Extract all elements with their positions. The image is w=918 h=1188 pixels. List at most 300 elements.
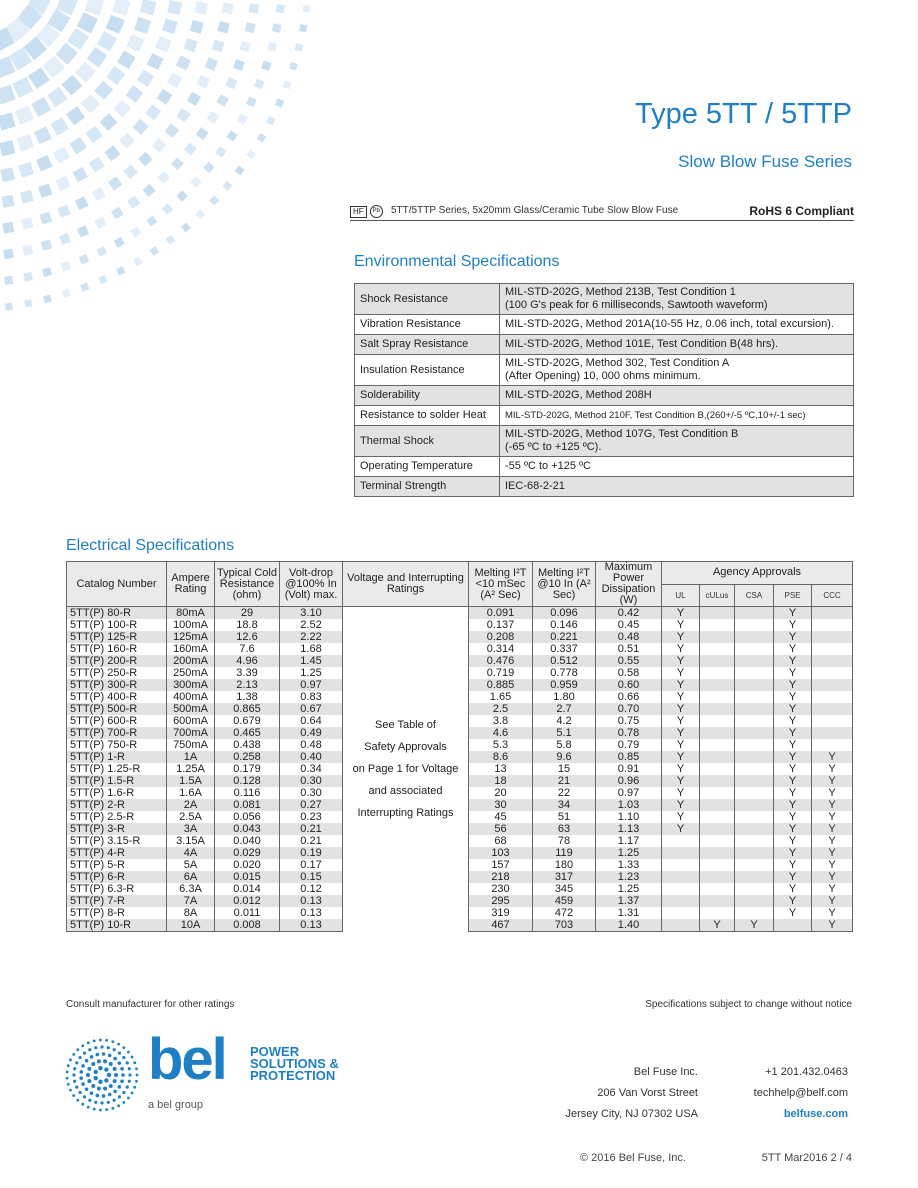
pattern-tile bbox=[133, 119, 149, 135]
pattern-tile bbox=[176, 55, 191, 70]
table-cell: 1.37 bbox=[596, 895, 662, 907]
logo-dot bbox=[113, 1079, 117, 1083]
table-cell bbox=[735, 751, 774, 763]
logo-dot bbox=[91, 1084, 95, 1088]
logo-dot bbox=[98, 1080, 102, 1084]
pattern-tile bbox=[289, 62, 298, 71]
table-cell: 0.778 bbox=[533, 667, 596, 679]
env-key: Solderability bbox=[355, 386, 500, 406]
tagline-line: POWER bbox=[250, 1044, 300, 1059]
logo-dot bbox=[98, 1066, 102, 1070]
logo-dot bbox=[111, 1107, 114, 1110]
table-cell: 157 bbox=[469, 859, 533, 871]
pattern-tile bbox=[176, 108, 190, 122]
pattern-tile bbox=[155, 36, 171, 52]
table-cell: 0.91 bbox=[596, 763, 662, 775]
table-cell: 0.97 bbox=[596, 787, 662, 799]
pattern-tile bbox=[94, 81, 113, 100]
pattern-tile bbox=[157, 89, 173, 105]
env-key: Vibration Resistance bbox=[355, 315, 500, 335]
env-value bbox=[500, 335, 854, 355]
table-cell: 20 bbox=[469, 787, 533, 799]
table-cell: 218 bbox=[469, 871, 533, 883]
note-specs: Specifications subject to change without notice bbox=[645, 999, 852, 1010]
pattern-tile bbox=[38, 183, 53, 198]
table-cell: Y bbox=[774, 667, 812, 679]
logo-dot bbox=[100, 1045, 103, 1048]
table-cell: Y bbox=[774, 763, 812, 775]
halogen-free-icon: HF bbox=[350, 206, 367, 218]
voltage-note-line: See Table of bbox=[375, 719, 436, 732]
logo-dot bbox=[73, 1067, 76, 1070]
table-cell: 0.67 bbox=[280, 703, 343, 715]
pattern-tile bbox=[239, 41, 250, 52]
agency-icon-label: CSA bbox=[745, 590, 763, 600]
table-cell: 180 bbox=[533, 859, 596, 871]
table-cell: 0.258 bbox=[215, 751, 280, 763]
pattern-tile bbox=[147, 53, 164, 70]
table-cell: 4.96 bbox=[215, 655, 280, 667]
table-cell: 0.179 bbox=[215, 763, 280, 775]
table-cell bbox=[735, 811, 774, 823]
table-cell: 0.70 bbox=[596, 703, 662, 715]
pattern-tile bbox=[12, 77, 33, 98]
table-cell: Y bbox=[774, 823, 812, 835]
logo-dot bbox=[113, 1099, 116, 1102]
table-cell: 0.056 bbox=[215, 811, 280, 823]
table-cell: Y bbox=[812, 919, 853, 932]
env-key: Salt Spray Resistance bbox=[355, 335, 500, 355]
table-cell: 78 bbox=[533, 835, 596, 847]
table-cell: Y bbox=[662, 811, 700, 823]
table-cell: 2.5 bbox=[469, 703, 533, 715]
table-cell: 0.30 bbox=[280, 787, 343, 799]
environmental-table bbox=[354, 283, 854, 497]
table-cell bbox=[735, 871, 774, 883]
table-cell: Y bbox=[662, 679, 700, 691]
logo-dot bbox=[109, 1084, 113, 1088]
pattern-tile bbox=[261, 61, 271, 71]
table-cell: 5.8 bbox=[533, 739, 596, 751]
table-cell bbox=[700, 907, 735, 919]
header-catalog: Catalog Number bbox=[67, 562, 167, 607]
pattern-tile bbox=[62, 75, 83, 96]
table-cell: 472 bbox=[533, 907, 596, 919]
table-cell: 0.476 bbox=[469, 655, 533, 667]
logo-dot bbox=[120, 1067, 124, 1071]
pattern-tile bbox=[85, 126, 103, 144]
logo-dot bbox=[117, 1043, 120, 1046]
pattern-tile bbox=[23, 272, 33, 282]
pattern-tile bbox=[55, 176, 70, 191]
table-cell: 300mA bbox=[167, 679, 215, 691]
table-cell: Y bbox=[812, 787, 853, 799]
agency-icon-label: UL bbox=[675, 590, 686, 600]
table-cell: 400mA bbox=[167, 691, 215, 703]
table-cell bbox=[700, 631, 735, 643]
table-cell: 5TT(P) 160-R bbox=[67, 643, 167, 655]
env-key: Thermal Shock bbox=[355, 426, 500, 457]
env-row bbox=[355, 406, 854, 426]
logo-dot bbox=[118, 1052, 121, 1055]
table-cell bbox=[812, 739, 853, 751]
table-cell: 0.029 bbox=[215, 847, 280, 859]
logo-dot bbox=[93, 1070, 97, 1074]
logo-dot bbox=[83, 1095, 86, 1098]
logo-dot bbox=[85, 1059, 89, 1063]
env-value bbox=[500, 315, 854, 335]
table-cell: Y bbox=[662, 739, 700, 751]
contact-web-link[interactable]: belfuse.com bbox=[783, 1108, 848, 1120]
table-cell bbox=[700, 847, 735, 859]
table-cell bbox=[700, 751, 735, 763]
pattern-tile bbox=[205, 57, 218, 70]
pattern-tile bbox=[17, 134, 34, 151]
pattern-tile bbox=[207, 111, 220, 124]
table-cell: 0.008 bbox=[215, 919, 280, 932]
table-cell bbox=[812, 631, 853, 643]
table-cell: 700mA bbox=[167, 727, 215, 739]
pattern-tile bbox=[98, 275, 107, 284]
table-cell: 5TT(P) 6-R bbox=[67, 871, 167, 883]
table-row bbox=[67, 607, 853, 620]
pattern-tile bbox=[112, 0, 130, 16]
logo-dot bbox=[104, 1067, 108, 1071]
table-cell: 13 bbox=[469, 763, 533, 775]
table-cell: 5TT(P) 125-R bbox=[67, 631, 167, 643]
table-cell: 0.081 bbox=[215, 799, 280, 811]
pattern-tile bbox=[303, 5, 311, 13]
logo-dot bbox=[133, 1086, 136, 1089]
logo-dot bbox=[69, 1089, 72, 1092]
table-cell bbox=[700, 823, 735, 835]
company-contact bbox=[754, 1062, 848, 1125]
logo-dot bbox=[126, 1086, 129, 1089]
pattern-tile bbox=[114, 237, 125, 248]
table-cell bbox=[700, 619, 735, 631]
table-cell: Y bbox=[774, 835, 812, 847]
table-cell: 119 bbox=[533, 847, 596, 859]
table-cell: Y bbox=[774, 811, 812, 823]
table-cell: 230 bbox=[469, 883, 533, 895]
bel-logo-icon bbox=[62, 1035, 142, 1115]
table-cell: 250mA bbox=[167, 667, 215, 679]
table-cell: 30 bbox=[469, 799, 533, 811]
logo-dot bbox=[85, 1087, 89, 1091]
logo-dot bbox=[90, 1091, 94, 1095]
pattern-tile bbox=[0, 84, 16, 104]
header-power: Maximum Power Dissipation (W) bbox=[596, 562, 662, 607]
table-cell: Y bbox=[774, 847, 812, 859]
table-cell: 5TT(P) 2-R bbox=[67, 799, 167, 811]
env-row bbox=[355, 457, 854, 477]
pattern-tile bbox=[246, 150, 256, 160]
pattern-tile bbox=[187, 92, 201, 106]
pattern-tile bbox=[0, 112, 16, 130]
table-cell: 0.337 bbox=[533, 643, 596, 655]
table-cell: 34 bbox=[533, 799, 596, 811]
table-cell: 1.6A bbox=[167, 787, 215, 799]
pattern-tile bbox=[50, 117, 69, 136]
table-cell bbox=[700, 679, 735, 691]
table-cell: 1.25 bbox=[596, 883, 662, 895]
pattern-tile bbox=[4, 276, 13, 285]
table-cell: 0.96 bbox=[596, 775, 662, 787]
pattern-tile bbox=[66, 106, 85, 125]
table-cell: Y bbox=[812, 895, 853, 907]
logo-dot bbox=[81, 1082, 85, 1086]
table-cell: 160mA bbox=[167, 643, 215, 655]
table-cell: 7.6 bbox=[215, 643, 280, 655]
table-cell: 3.8 bbox=[469, 715, 533, 727]
table-cell: 6.3A bbox=[167, 883, 215, 895]
logo-dot bbox=[87, 1106, 90, 1109]
table-cell: Y bbox=[774, 871, 812, 883]
table-cell: 8.6 bbox=[469, 751, 533, 763]
pattern-tile bbox=[22, 245, 33, 256]
logo-dot bbox=[109, 1062, 113, 1066]
pattern-tile bbox=[184, 143, 197, 156]
table-cell bbox=[735, 607, 774, 620]
table-cell: 10A bbox=[167, 919, 215, 932]
pattern-tile bbox=[276, 4, 285, 13]
table-cell bbox=[700, 703, 735, 715]
table-cell: Y bbox=[774, 859, 812, 871]
pattern-tile bbox=[266, 116, 275, 125]
pattern-tile bbox=[167, 72, 183, 88]
table-cell: 5TT(P) 700-R bbox=[67, 727, 167, 739]
logo-dot bbox=[113, 1067, 117, 1071]
table-cell: 5TT(P) 6.3-R bbox=[67, 883, 167, 895]
pattern-tile bbox=[104, 145, 120, 161]
contact-phone: +1 201.432.0463 bbox=[765, 1066, 848, 1078]
table-cell bbox=[735, 763, 774, 775]
table-cell bbox=[812, 643, 853, 655]
logo-dot bbox=[118, 1085, 122, 1089]
pattern-tile bbox=[237, 114, 248, 125]
table-cell: 0.015 bbox=[215, 871, 280, 883]
pattern-tile bbox=[34, 126, 52, 144]
logo-dot bbox=[72, 1053, 75, 1056]
table-cell: Y bbox=[662, 619, 700, 631]
table-cell: 0.438 bbox=[215, 739, 280, 751]
table-cell: Y bbox=[774, 739, 812, 751]
pattern-tile bbox=[62, 289, 71, 298]
table-cell bbox=[735, 895, 774, 907]
pattern-tile bbox=[42, 267, 52, 277]
table-cell: 5A bbox=[167, 859, 215, 871]
table-cell: 0.12 bbox=[280, 883, 343, 895]
table-cell bbox=[700, 835, 735, 847]
pattern-tile bbox=[209, 196, 219, 206]
env-value bbox=[500, 477, 854, 497]
table-cell bbox=[662, 883, 700, 895]
pattern-tile bbox=[36, 155, 52, 171]
table-cell bbox=[735, 883, 774, 895]
table-cell bbox=[735, 739, 774, 751]
table-cell: 1.23 bbox=[596, 871, 662, 883]
env-key: Shock Resistance bbox=[355, 284, 500, 315]
table-cell: 0.040 bbox=[215, 835, 280, 847]
table-cell: Y bbox=[774, 895, 812, 907]
pattern-tile bbox=[140, 0, 156, 15]
logo-dot bbox=[90, 1055, 94, 1059]
pattern-tile bbox=[75, 62, 96, 83]
table-cell: 15 bbox=[533, 763, 596, 775]
table-cell: 0.137 bbox=[469, 619, 533, 631]
address-line: 206 Van Vorst Street bbox=[597, 1087, 698, 1099]
pattern-tile bbox=[77, 12, 98, 33]
table-cell: 125mA bbox=[167, 631, 215, 643]
table-cell: Y bbox=[662, 607, 700, 620]
pattern-tile bbox=[165, 123, 179, 137]
env-row bbox=[355, 335, 854, 355]
table-cell: Y bbox=[662, 727, 700, 739]
table-cell: 0.959 bbox=[533, 679, 596, 691]
table-cell: 2A bbox=[167, 799, 215, 811]
table-cell bbox=[735, 859, 774, 871]
table-cell bbox=[700, 607, 735, 620]
logo-dot bbox=[103, 1087, 107, 1091]
pattern-tile bbox=[257, 133, 267, 143]
table-cell: 0.66 bbox=[596, 691, 662, 703]
table-cell: 0.60 bbox=[596, 679, 662, 691]
pattern-tile bbox=[117, 50, 136, 69]
logo-dot bbox=[135, 1067, 138, 1070]
table-cell: 1.68 bbox=[280, 643, 343, 655]
table-cell: Y bbox=[774, 631, 812, 643]
pattern-tile bbox=[222, 181, 232, 191]
table-cell: 1.03 bbox=[596, 799, 662, 811]
table-cell: Y bbox=[662, 631, 700, 643]
table-cell: 5.3 bbox=[469, 739, 533, 751]
table-cell: 0.465 bbox=[215, 727, 280, 739]
env-value-line: (100 G's peak for 6 milliseconds, Sawtooth waveform) bbox=[505, 299, 768, 311]
table-cell: 5TT(P) 8-R bbox=[67, 907, 167, 919]
table-cell: Y bbox=[774, 679, 812, 691]
table-cell: Y bbox=[812, 799, 853, 811]
table-cell: 22 bbox=[533, 787, 596, 799]
pattern-tile bbox=[226, 130, 237, 141]
table-cell: 1.25A bbox=[167, 763, 215, 775]
pattern-tile bbox=[59, 233, 71, 245]
table-cell: Y bbox=[774, 619, 812, 631]
table-cell: 0.014 bbox=[215, 883, 280, 895]
table-cell: Y bbox=[662, 775, 700, 787]
logo-dot bbox=[93, 1039, 96, 1042]
pattern-tile bbox=[137, 70, 154, 87]
logo-dot bbox=[94, 1046, 97, 1049]
header-melt10in: Melting I²T @10 In (A² Sec) bbox=[533, 562, 596, 607]
table-cell: 5TT(P) 4-R bbox=[67, 847, 167, 859]
env-value-line: MIL-STD-202G, Method 213B, Test Condition 1 bbox=[505, 286, 736, 298]
table-cell bbox=[735, 703, 774, 715]
table-cell: 5TT(P) 100-R bbox=[67, 619, 167, 631]
table-cell bbox=[662, 847, 700, 859]
table-cell: Y bbox=[774, 715, 812, 727]
page-title: Type 5TT / 5TTP bbox=[634, 98, 852, 130]
table-cell: 45 bbox=[469, 811, 533, 823]
env-value bbox=[500, 426, 854, 457]
pattern-tile bbox=[176, 190, 187, 201]
logo-dot bbox=[105, 1108, 108, 1111]
table-cell bbox=[812, 619, 853, 631]
pattern-tile bbox=[150, 246, 160, 256]
logo-dot bbox=[107, 1046, 110, 1049]
logo-dot bbox=[69, 1058, 72, 1061]
logo-dot bbox=[100, 1101, 103, 1104]
logo-dot bbox=[113, 1048, 116, 1051]
pattern-tile bbox=[245, 22, 256, 33]
logo-dot bbox=[127, 1097, 130, 1100]
table-cell: Y bbox=[662, 703, 700, 715]
table-cell: Y bbox=[662, 643, 700, 655]
table-cell bbox=[700, 691, 735, 703]
pattern-tile bbox=[196, 75, 210, 89]
pattern-tile bbox=[81, 94, 100, 113]
table-cell bbox=[812, 715, 853, 727]
env-key: Resistance to solder Heat bbox=[355, 406, 500, 426]
pattern-tile bbox=[299, 24, 307, 32]
logo-dot bbox=[131, 1056, 134, 1059]
logo-dot bbox=[118, 1095, 121, 1098]
table-cell: 3.10 bbox=[280, 607, 343, 620]
pse-mark-icon bbox=[774, 584, 812, 607]
table-cell: 1.17 bbox=[596, 835, 662, 847]
logo-dot bbox=[107, 1073, 111, 1077]
table-cell: Y bbox=[735, 919, 774, 932]
table-cell bbox=[700, 859, 735, 871]
agency-icon-label: PSE bbox=[784, 590, 801, 600]
table-cell: 317 bbox=[533, 871, 596, 883]
logo-dot bbox=[67, 1064, 70, 1067]
table-cell: 1A bbox=[167, 751, 215, 763]
env-key: Terminal Strength bbox=[355, 477, 500, 497]
table-cell: 345 bbox=[533, 883, 596, 895]
table-cell bbox=[735, 835, 774, 847]
table-cell bbox=[700, 775, 735, 787]
env-key: Insulation Resistance bbox=[355, 355, 500, 386]
logo-dot bbox=[111, 1040, 114, 1043]
tagline-line: SOLUTIONS & bbox=[250, 1056, 339, 1071]
logo-dot bbox=[79, 1056, 82, 1059]
env-value-line: -55 ºC to +125 ºC bbox=[505, 460, 591, 472]
address-line: Bel Fuse Inc. bbox=[633, 1066, 698, 1078]
pattern-tile bbox=[111, 207, 124, 220]
table-cell: 5TT(P) 1-R bbox=[67, 751, 167, 763]
table-cell: 51 bbox=[533, 811, 596, 823]
table-cell bbox=[735, 631, 774, 643]
table-cell bbox=[735, 775, 774, 787]
table-cell: 63 bbox=[533, 823, 596, 835]
header-resistance: Typical Cold Resistance (ohm) bbox=[215, 562, 280, 607]
table-cell: 5TT(P) 1.6-R bbox=[67, 787, 167, 799]
env-row bbox=[355, 355, 854, 386]
table-cell: 0.13 bbox=[280, 919, 343, 932]
ccc-mark-icon bbox=[812, 584, 853, 607]
logo-dot bbox=[91, 1062, 95, 1066]
pattern-tile bbox=[123, 165, 137, 179]
pattern-tile bbox=[267, 42, 277, 52]
logo-dot bbox=[96, 1094, 100, 1098]
logo-dot bbox=[131, 1092, 134, 1095]
contact-email[interactable]: techhelp@belf.com bbox=[753, 1087, 848, 1099]
logo-dot bbox=[103, 1059, 107, 1063]
pattern-tile bbox=[249, 3, 260, 14]
logo-dot bbox=[81, 1044, 84, 1047]
pattern-tile bbox=[143, 184, 156, 197]
logo-dot bbox=[67, 1083, 70, 1086]
